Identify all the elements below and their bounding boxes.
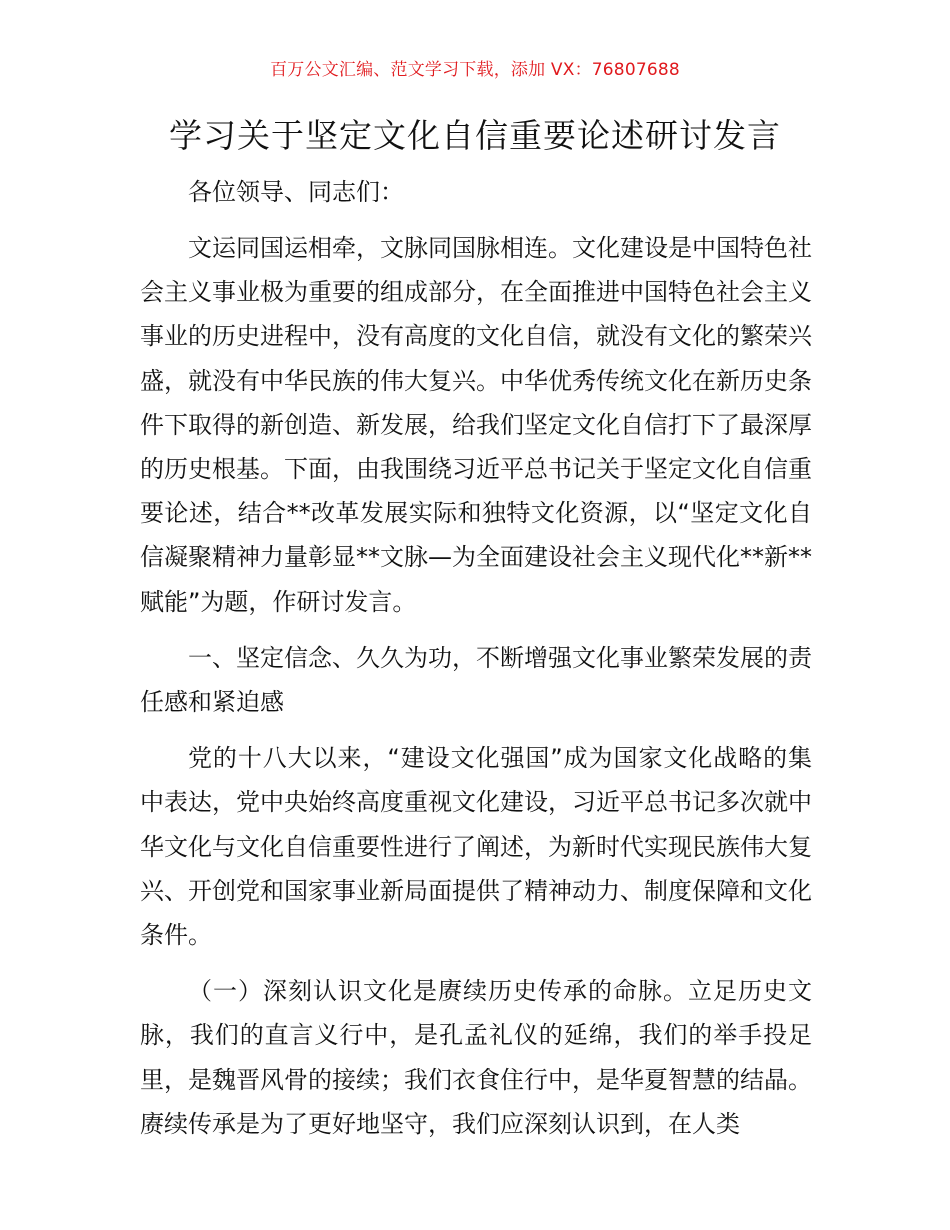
salutation: 各位领导、同志们： bbox=[188, 178, 404, 206]
header-promo-note: 百万公文汇编、范文学习下载，添加 VX：76807688 bbox=[270, 60, 680, 80]
section-heading-1: 一、坚定信念、久久为功，不断增强文化事业繁荣发展的责任感和紧迫感 bbox=[140, 643, 812, 717]
document-body bbox=[140, 170, 812, 1158]
paragraph-subsection-1: （一）深刻认识文化是赓续历史传承的命脉。立足历史文脉，我们的直言义行中，是孔孟礼仪的延绵，我们的举手投足里，是魏晋风骨的接续；我们衣食住行中，是华夏智慧的结晶。赓续传承是为了更好地坚守，我们应深刻认识到，在人类 bbox=[140, 977, 812, 1138]
paragraph-section-1: 党的十八大以来，“建设文化强国”成为国家文化战略的集中表达，党中央始终高度重视文化建设，习近平总书记多次就中华文化与文化自信重要性进行了阐述，为新时代实现民族伟大复兴、开创党和国家事业新局面提供了精神动力、制度保障和文化条件。 bbox=[140, 744, 812, 950]
paragraph-intro: 文运同国运相牵，文脉同国脉相连。文化建设是中国特色社会主义事业极为重要的组成部分，在全面推进中国特色社会主义事业的历史进程中，没有高度的文化自信，就没有文化的繁荣兴盛，就没有中华民族的伟大复兴。中华优秀传统文化在新历史条件下取得的新创造、新发展，给我们坚定文化自信打下了最深厚的历史根基。下面，由我围绕习近平总书记关于坚定文化自信重要论述，结合**改革发展实际和独特文化资源，以“坚定文化自信凝聚精神力量彰显**文脉—为全面建设社会主义现代化**新**赋能”为题，作研讨发言。 bbox=[140, 234, 812, 616]
document-title: 学习关于坚定文化自信重要论述研讨发言 bbox=[169, 116, 781, 155]
